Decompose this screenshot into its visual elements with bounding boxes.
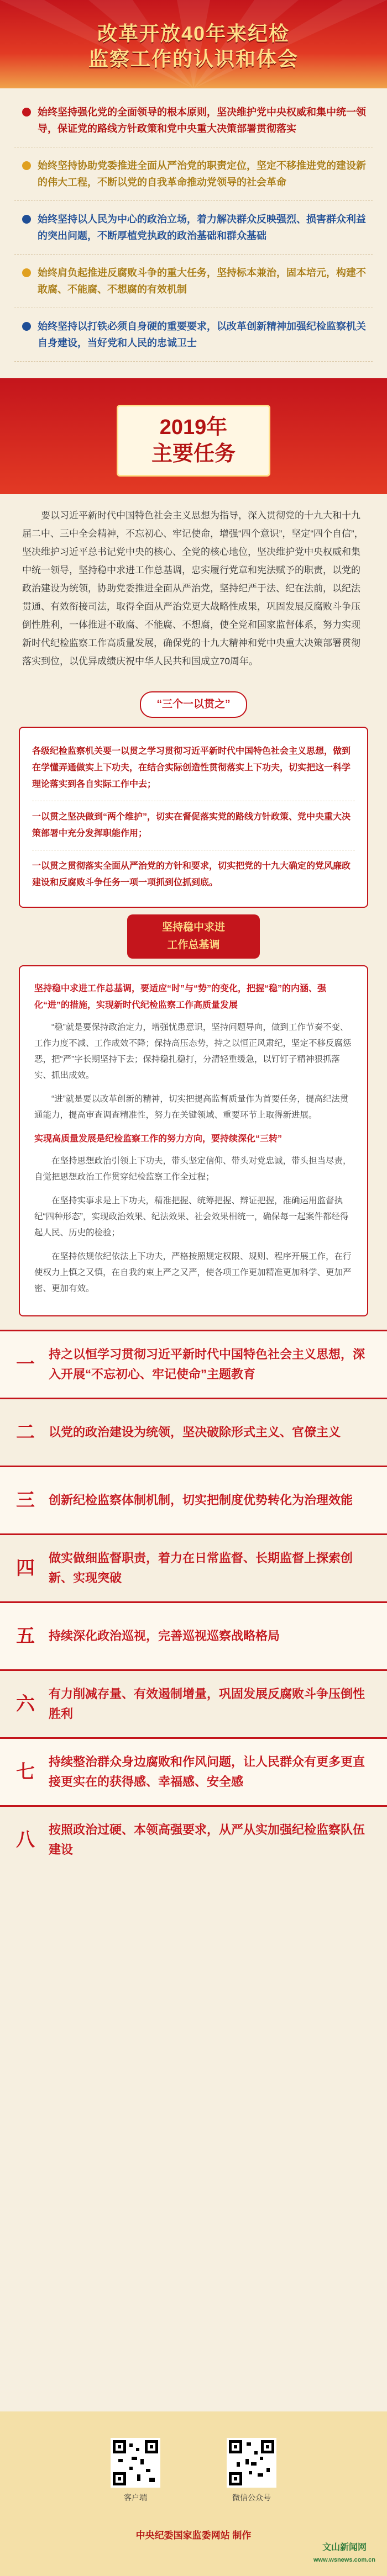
card-paragraph: “稳”就是要保持政治定力，增强忧患意识，坚持问题导向，做到工作节奏不变、工作力度不减、工作成效不降；保持高压态势，持之以恒正风肃纪，坚定不移反腐惩恶，把“严”字长期坚持下去；保持稳扎稳打，分清轻重缓急，以钉钉子精神狠抓落实、抓出成效。 (34, 1023, 352, 1080)
task-text: 创新纪检监察体制机制，切实把制度优势转化为治理效能 (49, 1493, 353, 1507)
experience-text: 始终坚持以人民为中心的政治立场，着力解决群众反映强烈、损害群众利益的突出问题，不断厚植党执政的政治基础和群众基础 (38, 214, 366, 241)
task-item (0, 1398, 387, 1466)
section-title (0, 405, 387, 477)
experience-item (14, 255, 373, 308)
task-text: 持续整治群众身边腐败和作风问题，让人民群众有更多更直接更实在的获得感、幸福感、安全感 (49, 1755, 365, 1789)
experience-text: 始终肩负起推进反腐败斗争的重大任务，坚持标本兼治，固本培元，构建不敢腐、不能腐、不想腐的有效机制 (38, 267, 366, 295)
card-lead: 坚持稳中求进工作总基调，要适应“时”与“势”的变化，把握“稳”的内涵、强化“进”的措施，实现新时代纪检监察工作高质量发展 (34, 984, 327, 1010)
title-line-2: 监察工作的认识和体会 (88, 47, 299, 70)
page-title (0, 21, 387, 72)
task-item (0, 1601, 387, 1669)
task-text: 以党的政治建设为统领，坚决破除形式主义、官僚主义 (49, 1425, 341, 1439)
task-text: 按照政治过硬、本领高强要求，从严从实加强纪检监察队伍建设 (49, 1823, 365, 1856)
bullet-dot-icon (22, 268, 31, 277)
section-title-text: 主要任务 (151, 442, 236, 466)
qr-label: 客户端 (124, 2493, 147, 2502)
three-consistency-heading: “三个一以贯之” (140, 691, 247, 718)
experience-item (14, 308, 373, 362)
qr-code-icon[interactable] (227, 2438, 276, 2488)
qr-code-icon[interactable] (111, 2438, 160, 2488)
card-row: 各级纪检监察机关要一以贯之学习贯彻习近平新时代中国特色社会主义思想，做到在学懂弄通做实上下功夫，在结合实际创造性贯彻落实上下功夫，切实把这一科学理论落实到各自实际工作中去； (32, 736, 355, 801)
section-title-year: 2019年 (159, 416, 228, 439)
task-item (0, 1466, 387, 1533)
task-number: 七 (16, 1762, 35, 1782)
intro-paragraph: 要以习近平新时代中国特色社会主义思想为指导，深入贯彻党的十九大和十九届二中、三中全会精神，不忘初心、牢记使命，增强“四个意识”，坚定“四个自信”，坚决维护习近平总书记党中央的核心、全党的核心地位，坚决维护党中央权威和集中统一领导，坚持稳中求进工作总基调，忠实履行党章和宪法赋予的职责，以党的政治建设为统领，协助党委推进全面从严治党，坚持纪严于法、纪在法前，以纪法贯通、有效衔接司法，取得全面从严治党更大战略性成果，巩固发展反腐败斗争压倒性胜利，一体推进不敢腐、不能腐、不想腐，使全党和国家监督体系，努力实现新时代纪检监察工作高质量发展，确保党的十九大精神和党中央重大决策部署贯彻落实到位，以优异成绩庆祝中华人民共和国成立70周年。 (22, 510, 364, 667)
watermark-logo (308, 2542, 380, 2568)
watermark-line2: www.wsnews.com.cn (313, 2557, 376, 2563)
title-line-1: 改革开放40年来纪检 (97, 22, 290, 45)
stability-heading (127, 914, 260, 959)
task-text: 持之以恒学习贯彻习近平新时代中国特色社会主义思想，深入开展“不忘初心、牢记使命”主题教育 (49, 1347, 365, 1381)
task-number: 六 (16, 1694, 35, 1715)
qr-wechat[interactable] (227, 2438, 276, 2503)
card-lead: 实现高质量发展是纪检监察工作的努力方向，要持续深化“三转” (34, 1134, 283, 1144)
three-consistency-card (19, 727, 368, 908)
tasks-list (0, 1330, 387, 1873)
task-text: 持续深化政治巡视，完善巡视巡察战略格局 (49, 1629, 280, 1643)
experience-text: 始终坚持以打铁必须自身硬的重要要求，以改革创新精神加强纪检监察机关自身建设，当好党和人民的忠诚卫士 (38, 321, 366, 348)
task-number: 八 (16, 1829, 35, 1850)
task-item (0, 1330, 387, 1398)
bullet-dot-icon (22, 322, 31, 331)
experience-item (14, 201, 373, 255)
task-text: 做实做细监督职责，着力在日常监督、长期监督上探索创新、实现突破 (49, 1551, 353, 1585)
task-item (0, 1805, 387, 1873)
qr-code-row (0, 2411, 387, 2503)
card-paragraph: “进”就是要以改革创新的精神，切实把提高监督质量作为首要任务，提高纪法贯通能力，提高审查调查精准性，努力在关键领域、重要环节上取得新进展。 (34, 1094, 349, 1120)
card-paragraph: 在坚持实事求是上下功夫，精准把握、统筹把握、辩证把握，准确运用监督执纪“四种形态”，实现政治效果、纪法效果、社会效果相统一，确保每一起案件都经得起人民、历史的检验； (34, 1196, 349, 1237)
card-row: 一以贯之贯彻落实全面从严治党的方针和要求，切实把党的十九大确定的党风廉政建设和反腐败斗争任务一项一项抓到位抓到底。 (32, 861, 351, 887)
task-number: 四 (16, 1558, 35, 1579)
task-item (0, 1737, 387, 1805)
task-number: 一 (16, 1354, 35, 1375)
credit-text: 中央纪委国家监委网站 制作 (135, 2530, 252, 2541)
bullet-dot-icon (22, 161, 31, 170)
stability-heading-line1: 坚持稳中求进 (161, 922, 225, 933)
footer (0, 2411, 387, 2576)
card-paragraph: 在坚持依规依纪依法上下功夫，严格按照规定权限、规则、程序开展工作，在行使权力上慎之又慎，在自我约束上严之又严，使各项工作更加精准更加科学、更加严密、更加有效。 (34, 1252, 352, 1293)
card-row: 一以贯之坚决做到“两个维护”，切实在督促落实党的路线方针政策、党中央重大决策部署中充分发挥职能作用； (32, 801, 355, 850)
card-paragraph: 在坚持思想政治引领上下功夫，带头坚定信仰、带头对党忠诚，带头担当尽责，自觉把思想政治工作贯穿纪检监察工作全过程； (34, 1156, 352, 1182)
bullet-dot-icon (22, 108, 31, 117)
qr-label: 微信公众号 (232, 2493, 271, 2502)
watermark-line1: 文山新闻网 (322, 2543, 367, 2552)
stability-heading-line2: 工作总基调 (167, 939, 220, 951)
header-banner (0, 0, 387, 88)
qr-client[interactable] (111, 2438, 160, 2503)
task-number: 五 (16, 1626, 35, 1647)
experience-item (14, 147, 373, 201)
task-number: 三 (16, 1490, 35, 1511)
stability-card (19, 965, 368, 1316)
experience-text: 始终坚持协助党委推进全面从严治党的职责定位，坚定不移推进党的建设新的伟大工程，不断以党的自我革命推动党领导的社会革命 (38, 160, 366, 188)
section-title-frame (117, 405, 270, 477)
task-number: 二 (16, 1422, 35, 1443)
bullet-dot-icon (22, 215, 31, 224)
experience-list (0, 88, 387, 367)
task-text: 有力削减存量、有效遏制增量，巩固发展反腐败斗争压倒性胜利 (49, 1687, 365, 1721)
task-item (0, 1669, 387, 1737)
experience-text: 始终坚持强化党的全面领导的根本原则，坚决维护党中央权威和集中统一领导，保证党的路线方针政策和党中央重大决策部署贯彻落实 (38, 107, 366, 134)
section-title-band (0, 378, 387, 494)
task-item (0, 1533, 387, 1601)
experience-item (14, 94, 373, 147)
